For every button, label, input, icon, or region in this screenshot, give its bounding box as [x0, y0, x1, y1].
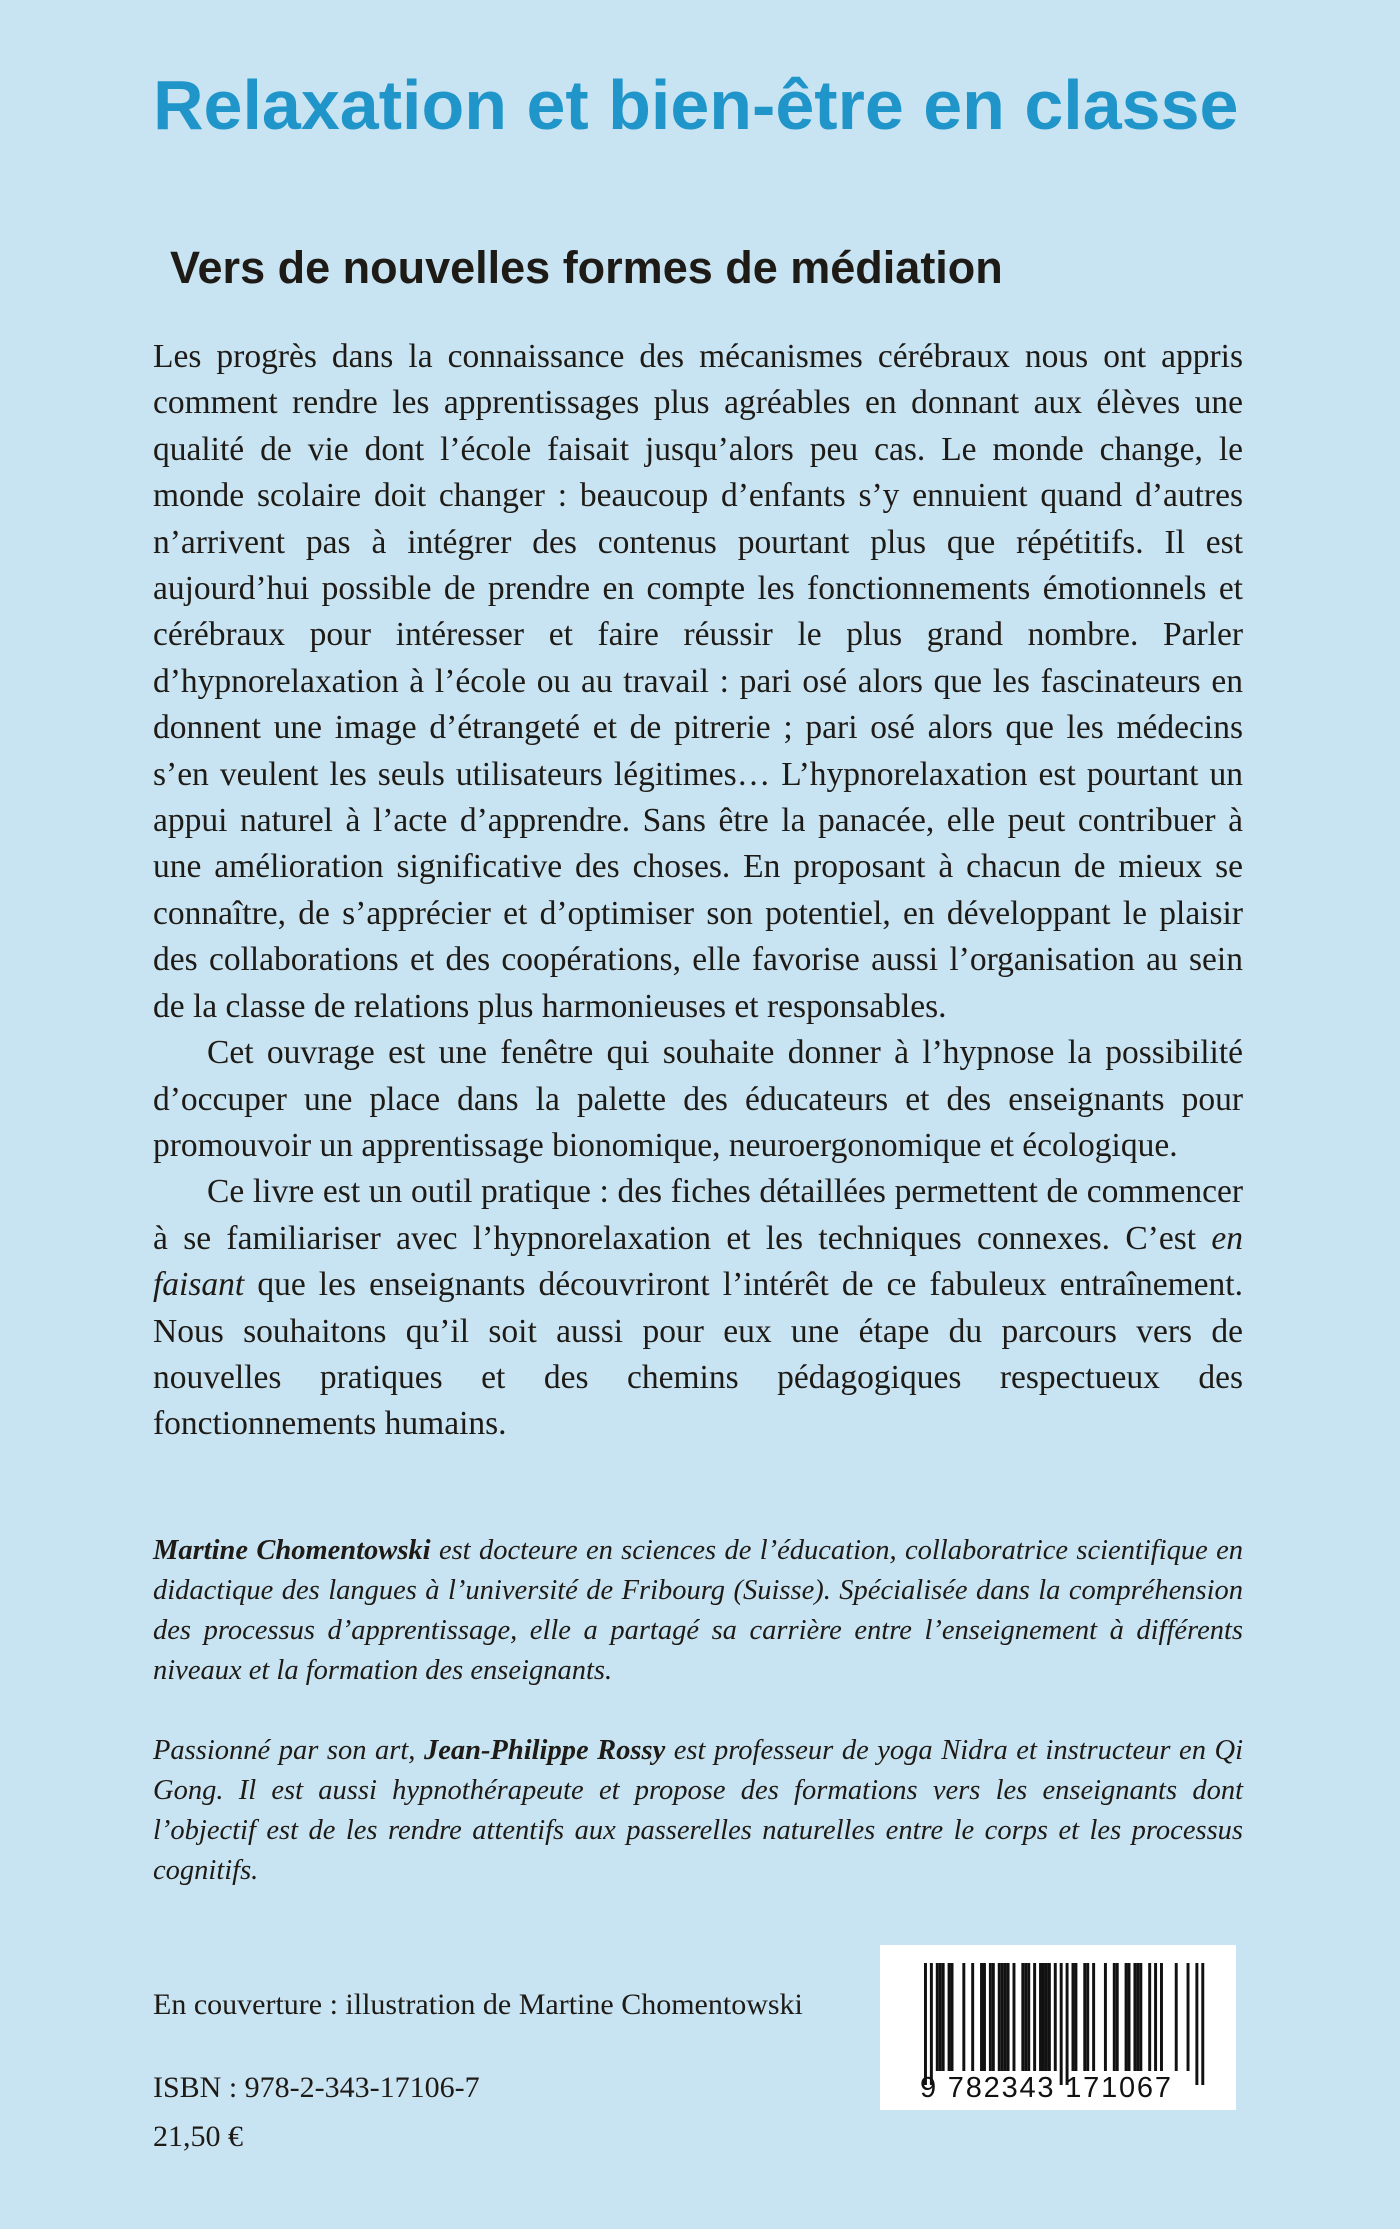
barcode-bar: [980, 1963, 983, 2071]
barcode-bar: [936, 1963, 939, 2071]
barcode-bar: [1039, 1963, 1042, 2071]
barcode-bar: [1013, 1963, 1016, 2071]
author-1-text: est docteure en sciences de l’éducation, collaboratrice scientifique en didactique des langues à l’université de Fribourg (Suisse). Spécialisée dans la compréhension des processus d’apprentissage, elle a partagé sa carrière entre l’enseignement à différents niveaux et la formation des enseignants.: [153, 1535, 1244, 1686]
barcode-bar: [983, 1963, 986, 2071]
barcode: [880, 1945, 1236, 2110]
barcode-bar: [1195, 1963, 1198, 2085]
barcode-bar: [1160, 1963, 1163, 2071]
barcode-bar: [1133, 1963, 1136, 2071]
barcode-bar: [1021, 1963, 1024, 2071]
barcode-bar: [1060, 1963, 1063, 2085]
barcode-bar: [1128, 1963, 1131, 2071]
back-cover-summary: [153, 334, 1243, 1448]
author-bio-1: [153, 1531, 1243, 1691]
barcode-bar: [930, 1963, 933, 2085]
barcode-bar: [1024, 1963, 1027, 2071]
barcode-bar: [924, 1963, 927, 2085]
author-bios: [153, 1531, 1243, 1891]
barcode-bar: [942, 1963, 945, 2071]
barcode-bar: [1007, 1963, 1010, 2071]
barcode-bar: [1042, 1963, 1045, 2071]
barcode-bar: [1175, 1963, 1178, 2071]
summary-emphasis: en faisant: [153, 1219, 1243, 1304]
summary-paragraph-3: [153, 1169, 1243, 1447]
summary-paragraph-2: Cet ouvrage est une fenêtre qui souhaite donner à l’hypnose la possibilité d’occuper une place dans la palette des éducateurs et des enseignants pour promouvoir un apprentissage bionomique, neuroergonomique et écologique.: [153, 1034, 1243, 1164]
barcode-bar: [1113, 1963, 1116, 2071]
barcode-bar: [1072, 1963, 1075, 2071]
barcode-bar: [1027, 1963, 1030, 2071]
price: 21,50 €: [153, 2120, 243, 2153]
barcode-bar: [1092, 1963, 1095, 2071]
author-2-text: est professeur de yoga Nidra et instructeur en Qi Gong. Il est aussi hypnothérapeute et propose des formations vers les enseignants dont l’objectif est de les rendre attentifs aux passerelles naturelles entre le corps et les processus cognitifs.: [153, 1735, 1243, 1886]
barcode-bar: [1083, 1963, 1086, 2071]
barcode-digits: 9 782343 171067: [920, 2072, 1173, 2104]
barcode-bar: [1086, 1963, 1089, 2071]
barcode-bar: [1187, 1963, 1190, 2071]
barcode-bar: [1148, 1963, 1151, 2071]
barcode-bar: [1048, 1963, 1051, 2071]
barcode-bar: [992, 1963, 995, 2071]
barcode-bar: [951, 1963, 954, 2071]
barcode-bar: [989, 1963, 992, 2071]
author-1-name: Martine Chomentowski: [153, 1535, 431, 1566]
barcode-bar: [1001, 1963, 1004, 2071]
barcode-bar: [998, 1963, 1001, 2071]
barcode-bar: [1136, 1963, 1139, 2071]
barcode-bar: [1004, 1963, 1007, 2071]
author-2-name: Jean-Philippe Rossy: [423, 1735, 666, 1766]
barcode-bar: [1139, 1963, 1142, 2071]
book-title: Relaxation et bien-être en classe: [153, 66, 1239, 144]
barcode-bar: [1201, 1963, 1204, 2085]
barcode-bar: [1033, 1963, 1036, 2071]
barcode-bar: [948, 1963, 951, 2071]
summary-paragraph-3-start: Ce livre est un outil pratique : des fiches détaillées permettent de commencer à se familiariser avec l’hypnorelaxation et les techniques connexes. C’est: [153, 1173, 1243, 1257]
isbn: ISBN : 978-2-343-17106-7: [153, 2071, 480, 2104]
barcode-bar: [1104, 1963, 1107, 2071]
book-subtitle: Vers de nouvelles formes de médiation: [170, 242, 1003, 293]
author-bio-2: [153, 1731, 1243, 1891]
barcode-bar: [971, 1963, 974, 2071]
barcode-bar: [1116, 1963, 1119, 2071]
cover-credit: En couverture : illustration de Martine Chomentowski: [153, 1988, 803, 2021]
barcode-bar: [939, 1963, 942, 2071]
summary-paragraph-1: Les progrès dans la connaissance des mécanismes cérébraux nous ont appris comment rendre les apprentissages plus agréables en donnant aux élèves une qualité de vie dont l’école faisait jusqu’alors peu cas. Le monde change, le monde scolaire doit changer : beaucoup d’enfants s’y ennuient quand d’autres n’arrivent pas à intégrer des contenus pourtant plus que répétitifs. Il est aujourd’hui possible de prendre en compte les fonctionnements émotionnels et cérébraux pour intéresser et faire réussir le plus grand nombre. Parler d’hypnorelaxation à l’école ou au travail : pari osé alors que les fascinateurs en donnent une image d’étrangeté et de pitrerie ; pari osé alors que les médecins s’en veulent les seuls utilisateurs légitimes… L’hypnorelaxation est pourtant un appui naturel à l’acte d’apprendre. Sans être la panacée, elle peut contribuer à une amélioration significative des choses. En proposant à chacun de mieux se connaître, de s’apprécier et d’optimiser son potentiel, en développant le plaisir des collaborations et des coopérations, elle favorise aussi l’organisation au sein de la classe de relations plus harmonieuses et responsables.: [153, 338, 1243, 1025]
barcode-bar: [962, 1963, 965, 2071]
author-2-intro: Passionné par son art,: [153, 1735, 424, 1766]
barcode-bar: [1074, 1963, 1077, 2071]
barcode-bar: [1154, 1963, 1157, 2071]
barcode-bar: [1066, 1963, 1069, 2085]
barcode-bar: [1054, 1963, 1057, 2071]
barcode-bar: [1125, 1963, 1128, 2071]
summary-paragraph-3-end: que les enseignants découvriront l’intérêt de ce fabuleux entraînement. Nous souhaitons qu’il soit aussi pour eux une étape du parcours vers de nouvelles pratiques et des chemins pédagogiques respectueux des fonctionnements humains.: [153, 1266, 1243, 1443]
barcode-bar: [1045, 1963, 1048, 2071]
